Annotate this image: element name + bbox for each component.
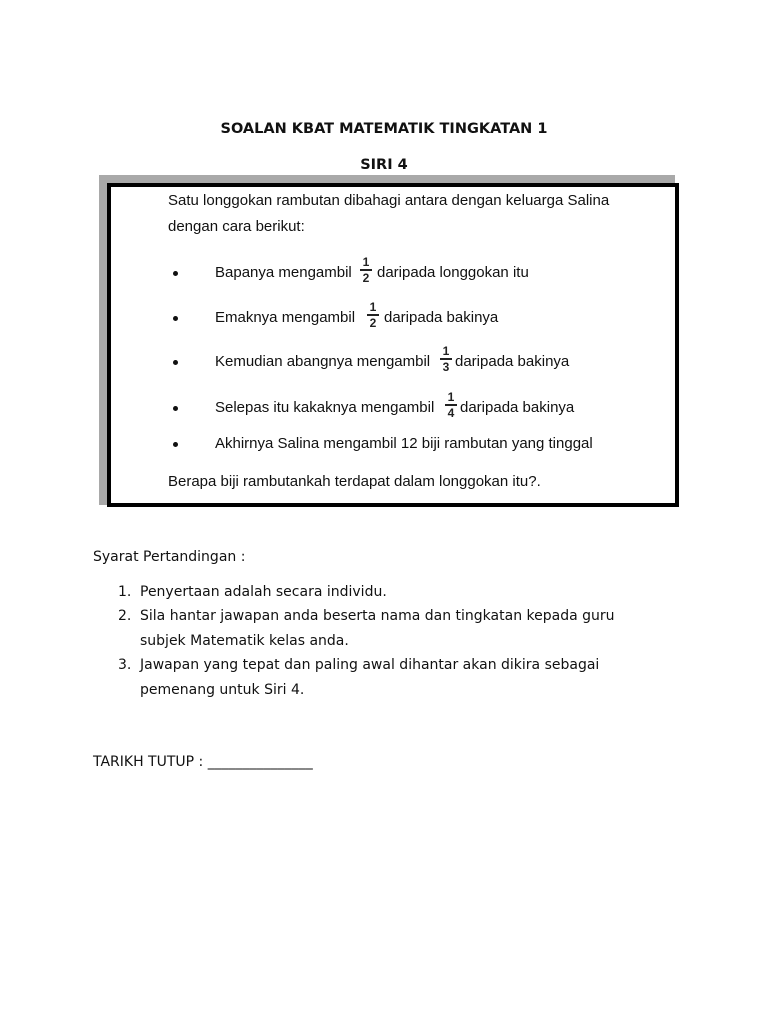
question-ask: Berapa biji rambutankah terdapat dalam longgokan itu?. [168,473,541,490]
question-item-2-before: Emaknya mengambil [215,309,356,326]
rule-2-line-1: Sila hantar jawapan anda beserta nama dan tingkatan kepada guru [140,608,615,624]
rule-number: 3. [118,657,132,673]
fraction-4 [444,391,458,419]
fraction-denominator: 4 [447,405,455,420]
rule-number: 2. [118,608,132,624]
series-label: SIRI 4 [360,157,408,173]
closing-date-label: TARIKH TUTUP : _______________ [93,754,313,770]
question-item-1-after: daripada longgokan itu [377,264,529,281]
bullet-dot [173,442,178,447]
fraction-numerator: 1 [369,300,377,314]
bullet-dot [173,271,178,276]
rule-3-line-1: Jawapan yang tepat dan paling awal dihantar akan dikira sebagai [140,657,600,673]
question-item-2-after: daripada bakinya [384,309,499,326]
question-item-5: Akhirnya Salina mengambil 12 biji rambutan yang tinggal [215,435,593,452]
rule-3-line-2: pemenang untuk Siri 4. [140,682,305,698]
rule-2-line-2: subjek Matematik kelas anda. [140,633,349,649]
question-intro-line1: Satu longgokan rambutan dibahagi antara dengan keluarga Salina [168,192,610,209]
question-intro-line2: dengan cara berikut: [168,218,305,235]
rule-number: 1. [118,584,132,600]
bullet-dot [173,406,178,411]
fraction-2 [366,301,380,329]
fraction-numerator: 1 [362,255,370,269]
fraction-1 [359,256,373,284]
bullet-dot [173,316,178,321]
question-item-3-before: Kemudian abangnya mengambil [215,353,431,370]
bullet-dot [173,360,178,365]
fraction-3 [439,345,453,373]
rule-1-line-1: Penyertaan adalah secara individu. [140,584,387,600]
fraction-denominator: 3 [442,359,450,374]
rules-heading: Syarat Pertandingan : [93,549,246,565]
question-item-4-after: daripada bakinya [460,399,575,416]
fraction-denominator: 2 [362,270,370,285]
question-item-1-before: Bapanya mengambil [215,264,352,281]
fraction-denominator: 2 [369,315,377,330]
fraction-numerator: 1 [447,390,455,404]
page-title: SOALAN KBAT MATEMATIK TINGKATAN 1 [220,121,548,137]
fraction-numerator: 1 [442,344,450,358]
question-item-4-before: Selepas itu kakaknya mengambil [215,399,435,416]
question-item-3-after: daripada bakinya [455,353,570,370]
